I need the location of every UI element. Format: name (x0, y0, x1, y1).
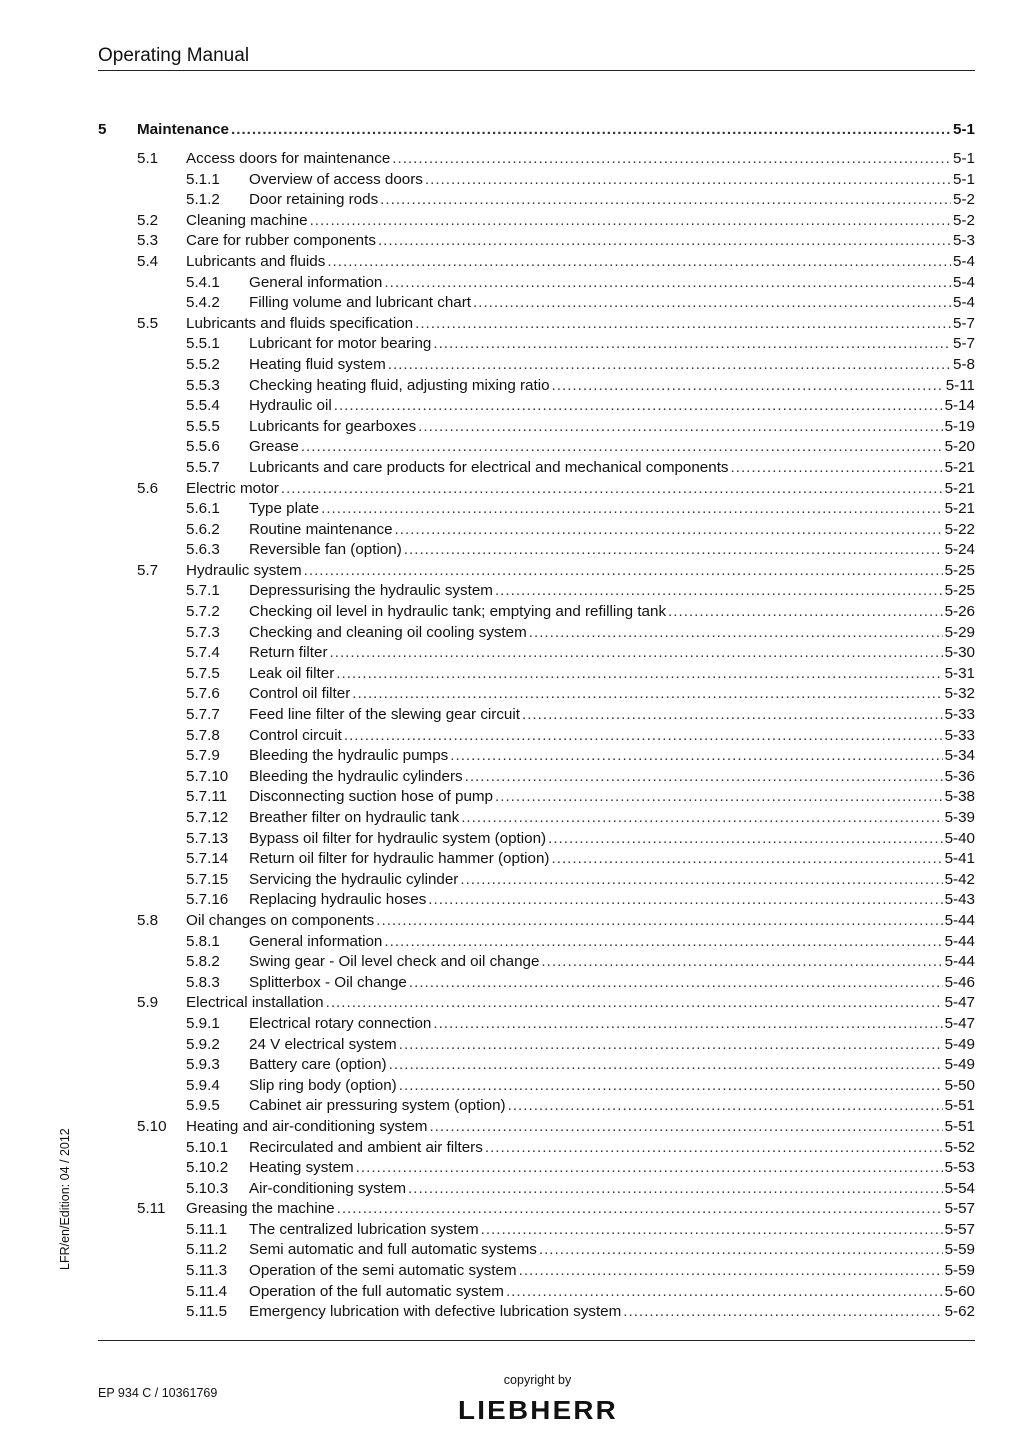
toc-entry[interactable] (98, 932, 975, 953)
toc-entry-title: Lubricant for motor bearing (249, 335, 432, 353)
toc-entry-title: Splitterbox - Oil change (249, 973, 407, 991)
toc-entry-number: 5.7.2 (186, 603, 220, 621)
toc-entry[interactable] (98, 1179, 975, 1200)
dot-leader (399, 1035, 943, 1056)
toc-entry-page: 5-21 (944, 479, 975, 497)
dot-leader (327, 252, 951, 273)
dot-leader (388, 355, 951, 376)
toc-entry-page: 5-49 (944, 1056, 975, 1074)
toc-entry-number: 5.5.5 (186, 417, 220, 435)
toc-entry[interactable] (98, 1158, 975, 1179)
toc-entry[interactable] (98, 458, 975, 479)
dot-leader (384, 932, 942, 953)
toc-entry-number: 5.1.1 (186, 170, 220, 188)
toc-entry-number: 5.4.1 (186, 273, 220, 291)
toc-entry-number: 5.2 (137, 211, 159, 229)
toc-entry-page: 5-22 (944, 520, 975, 538)
toc-entry[interactable] (98, 1220, 975, 1241)
dot-leader (450, 746, 942, 767)
toc-entry-page: 5-25 (944, 582, 975, 600)
toc-entry[interactable] (98, 561, 975, 582)
toc-entry-number: 5.9.3 (186, 1056, 220, 1074)
dot-leader (326, 993, 943, 1014)
toc-entry[interactable] (98, 118, 975, 142)
toc-entry-page: 5-29 (944, 623, 975, 641)
toc-entry-page: 5-59 (944, 1262, 975, 1280)
toc-entry-title: Electrical installation (186, 994, 324, 1012)
toc-entry-title: Replacing hydraulic hoses (249, 891, 427, 909)
toc-entry-number: 5.7 (137, 561, 159, 579)
toc-entry-page: 5-7 (953, 335, 975, 353)
toc-entry-page: 5-2 (953, 211, 975, 229)
dot-leader (310, 211, 951, 232)
dot-leader (433, 334, 951, 355)
toc-entry-page: 5-30 (944, 644, 975, 662)
toc-entry-number: 5.5.2 (186, 355, 220, 373)
toc-entry[interactable] (98, 808, 975, 829)
toc-entry-title: Checking heating fluid, adjusting mixing ratio (249, 376, 550, 394)
toc-entry-page: 5-4 (953, 294, 975, 312)
toc-entry-page: 5-47 (944, 994, 975, 1012)
toc-entry-title: Hydraulic oil (249, 397, 332, 415)
toc-entry-page: 5-34 (944, 747, 975, 765)
toc-entry-number: 5.7.3 (186, 623, 220, 641)
toc-entry[interactable] (98, 623, 975, 644)
toc-entry-title: Operation of the full automatic system (249, 1282, 504, 1300)
toc-entry-number: 5.3 (137, 232, 159, 250)
toc-entry-number: 5.5.4 (186, 397, 220, 415)
toc-entry-number: 5.11.1 (186, 1220, 228, 1238)
toc-entry-number: 5.8.3 (186, 973, 220, 991)
toc-entry-page: 5-52 (944, 1138, 975, 1156)
toc-entry-page: 5-43 (944, 891, 975, 909)
toc-entry-page: 5-31 (944, 664, 975, 682)
toc-entry-title: General information (249, 273, 383, 291)
toc-entry-title: 24 V electrical system (249, 1035, 397, 1053)
toc-entry-number: 5.7.14 (186, 850, 229, 868)
toc-entry-title: Electrical rotary connection (249, 1014, 432, 1032)
page-title: Operating Manual (98, 45, 250, 66)
toc-entry-title: Feed line filter of the slewing gear circuit (249, 706, 520, 724)
toc-entry-title: Checking and cleaning oil cooling system (249, 623, 527, 641)
toc-entry-page: 5-3 (953, 232, 975, 250)
dot-leader (380, 190, 951, 211)
toc-entry-number: 5.6.2 (186, 520, 220, 538)
toc-entry-page: 5-4 (953, 273, 975, 291)
toc-entry[interactable] (98, 1261, 975, 1282)
toc-entry-number: 5.5.6 (186, 438, 220, 456)
dot-leader (433, 1014, 942, 1035)
toc-entry-number: 5.8.1 (186, 932, 220, 950)
dot-leader (473, 293, 951, 314)
dot-leader (395, 520, 943, 541)
toc-entry[interactable] (98, 149, 975, 170)
toc-entry-number: 5 (98, 121, 107, 138)
toc-entry-page: 5-47 (944, 1014, 975, 1032)
toc-entry-number: 5.7.9 (186, 747, 220, 765)
toc-entry-page: 5-44 (944, 932, 975, 950)
toc-entry-title: Control circuit (249, 726, 342, 744)
toc-entry[interactable] (98, 1096, 975, 1117)
dot-leader (352, 684, 942, 705)
dot-leader (336, 664, 942, 685)
toc-entry-page: 5-25 (944, 561, 975, 579)
toc-entry-title: The centralized lubrication system (249, 1220, 479, 1238)
toc-entry-page: 5-1 (953, 150, 975, 167)
toc-entry-page: 5-1 (953, 121, 975, 138)
toc-entry-title: Door retaining rods (249, 191, 379, 209)
toc-entry-number: 5.1.2 (186, 191, 220, 209)
toc-entry-number: 5.9.5 (186, 1097, 220, 1115)
toc-entry-title: Routine maintenance (249, 520, 393, 538)
toc-entry-page: 5-41 (944, 850, 975, 868)
toc-entry[interactable] (98, 767, 975, 788)
toc-entry-number: 5.8.2 (186, 953, 220, 971)
toc-entry-title: Cabinet air pressuring system (option) (249, 1097, 506, 1115)
toc-entry-page: 5-24 (944, 541, 975, 559)
dot-leader (519, 1261, 943, 1282)
toc-entry-title: Bleeding the hydraulic pumps (249, 747, 449, 765)
dot-leader (506, 1282, 943, 1303)
toc-entry-number: 5.5.1 (186, 335, 220, 353)
dot-leader (623, 1302, 942, 1323)
toc-entry[interactable] (98, 376, 975, 397)
toc-entry[interactable] (98, 190, 975, 211)
toc-entry[interactable] (98, 1035, 975, 1056)
toc-entry[interactable] (98, 1055, 975, 1076)
toc-entry-title: Heating system (249, 1159, 354, 1177)
toc-entry-page: 5-51 (944, 1097, 975, 1115)
toc-entry[interactable] (98, 231, 975, 252)
toc-entry[interactable] (98, 334, 975, 355)
toc-entry-title: Reversible fan (option) (249, 541, 402, 559)
toc-entry-number: 5.7.15 (186, 870, 229, 888)
toc-entry-title: Hydraulic system (186, 561, 302, 579)
dot-leader (389, 1055, 943, 1076)
toc-entry-page: 5-33 (944, 726, 975, 744)
dot-leader (304, 561, 943, 582)
toc-entry-title: Lubricants for gearboxes (249, 417, 417, 435)
dot-leader (548, 829, 942, 850)
toc-entry[interactable] (98, 746, 975, 767)
toc-entry-title: Return oil filter for hydraulic hammer (option) (249, 850, 550, 868)
dot-leader (418, 417, 942, 438)
toc-entry-page: 5-62 (944, 1303, 975, 1321)
toc-entry[interactable] (98, 1240, 975, 1261)
toc-entry-title: Bypass oil filter for hydraulic system (option) (249, 829, 547, 847)
dot-leader (508, 1096, 943, 1117)
toc-entry-title: Lubricants and fluids specification (186, 314, 414, 332)
toc-entry[interactable] (98, 520, 975, 541)
toc-entry-title: Disconnecting suction hose of pump (249, 788, 493, 806)
dot-leader (378, 231, 951, 252)
toc-entry-number: 5.11 (137, 1200, 166, 1218)
toc-entry[interactable] (98, 664, 975, 685)
toc-entry-title: Overview of access doors (249, 170, 423, 188)
toc-entry-number: 5.5.7 (186, 458, 220, 476)
toc-entry-number: 5.1 (137, 150, 159, 167)
toc-entry[interactable] (98, 973, 975, 994)
toc-entry-number: 5.7.6 (186, 685, 220, 703)
toc-entry-page: 5-36 (944, 767, 975, 785)
page-header (98, 44, 975, 71)
toc-entry-title: Type plate (249, 500, 320, 518)
toc-entry-number: 5.11.5 (186, 1303, 228, 1321)
toc-entry-page: 5-11 (945, 376, 975, 394)
toc-entry-page: 5-38 (944, 788, 975, 806)
toc-entry[interactable] (98, 684, 975, 705)
dot-leader (321, 499, 943, 520)
dot-leader (460, 870, 942, 891)
dot-leader (552, 849, 943, 870)
toc-entry-number: 5.7.13 (186, 829, 229, 847)
toc-entry-number: 5.9 (137, 994, 159, 1012)
svg-text:LIEBHERR: LIEBHERR (458, 1396, 618, 1422)
toc-entry-number: 5.10 (137, 1117, 167, 1135)
table-of-contents (98, 118, 975, 1323)
toc-entry-page: 5-51 (944, 1117, 975, 1135)
toc-entry-title: Heating and air-conditioning system (186, 1117, 428, 1135)
dot-leader (481, 1220, 943, 1241)
toc-entry-number: 5.6.3 (186, 541, 220, 559)
dot-leader (461, 808, 942, 829)
toc-entry[interactable] (98, 355, 975, 376)
toc-entry-title: Checking oil level in hydraulic tank; emptying and refilling tank (249, 603, 667, 621)
toc-entry-title: Bleeding the hydraulic cylinders (249, 767, 463, 785)
dot-leader (344, 726, 943, 747)
toc-entry-number: 5.10.1 (186, 1138, 229, 1156)
dot-leader (392, 149, 951, 170)
toc-entry[interactable] (98, 273, 975, 294)
toc-entry[interactable] (98, 890, 975, 911)
toc-entry-number: 5.7.10 (186, 767, 229, 785)
toc-entry[interactable] (98, 252, 975, 273)
dot-leader (409, 973, 943, 994)
toc-entry-number: 5.10.3 (186, 1179, 229, 1197)
toc-entry-page: 5-40 (944, 829, 975, 847)
toc-entry-page: 5-4 (953, 252, 975, 270)
toc-entry[interactable] (98, 643, 975, 664)
toc-entry-number: 5.7.1 (186, 582, 220, 600)
toc-entry-page: 5-21 (944, 500, 975, 518)
toc-entry-number: 5.7.7 (186, 706, 220, 724)
toc-entry[interactable] (98, 437, 975, 458)
toc-entry[interactable] (98, 581, 975, 602)
toc-entry[interactable] (98, 417, 975, 438)
toc-entry-page: 5-60 (944, 1282, 975, 1300)
toc-entry-page: 5-59 (944, 1241, 975, 1259)
toc-entry-title: Semi automatic and full automatic systems (249, 1241, 537, 1259)
toc-entry-number: 5.11.4 (186, 1282, 228, 1300)
toc-entry-page: 5-54 (944, 1179, 975, 1197)
dot-leader (428, 890, 942, 911)
toc-entry-title: Leak oil filter (249, 664, 335, 682)
toc-entry-page: 5-32 (944, 685, 975, 703)
toc-entry-title: Operation of the semi automatic system (249, 1262, 517, 1280)
toc-entry-number: 5.7.5 (186, 664, 220, 682)
toc-entry-page: 5-1 (953, 170, 975, 188)
toc-entry-title: Emergency lubrication with defective lubrication system (249, 1303, 622, 1321)
liebherr-logo (456, 1396, 620, 1422)
toc-entry-title: Breather filter on hydraulic tank (249, 809, 460, 826)
toc-entry[interactable] (98, 726, 975, 747)
toc-entry-number: 5.7.8 (186, 726, 220, 744)
toc-entry-page: 5-2 (953, 191, 975, 209)
toc-entry-number: 5.6 (137, 479, 159, 497)
toc-entry-page: 5-20 (944, 438, 975, 456)
copyright-text: copyright by (503, 1373, 572, 1387)
toc-entry-page: 5-26 (944, 603, 975, 621)
toc-entry[interactable] (98, 993, 975, 1014)
dot-leader (495, 581, 943, 602)
dot-leader (429, 1117, 942, 1138)
dot-leader (415, 314, 951, 335)
toc-entry-title: Recirculated and ambient air filters (249, 1138, 483, 1156)
toc-entry-page: 5-46 (944, 973, 975, 991)
toc-entry[interactable] (98, 705, 975, 726)
toc-entry-title: Battery care (option) (249, 1056, 387, 1074)
toc-entry-page: 5-39 (944, 809, 975, 826)
toc-entry[interactable] (98, 479, 975, 500)
toc-entry-title: Servicing the hydraulic cylinder (249, 870, 459, 888)
dot-leader (337, 1199, 943, 1220)
toc-entry-title: Electric motor (186, 479, 279, 497)
toc-entry-title: Cleaning machine (186, 211, 308, 229)
dot-leader (425, 170, 951, 191)
toc-entry[interactable] (98, 170, 975, 191)
toc-entry-title: Maintenance (137, 121, 229, 138)
toc-entry-page: 5-14 (944, 397, 975, 415)
toc-entry-title: Oil changes on components (186, 911, 375, 929)
toc-entry[interactable] (98, 396, 975, 417)
toc-entry-number: 5.10.2 (186, 1159, 229, 1177)
edition-note: LFR/en/Edition: 04 / 2012 (58, 1128, 72, 1270)
toc-entry-page: 5-57 (944, 1220, 975, 1238)
toc-entry[interactable] (98, 1282, 975, 1303)
dot-leader (539, 1240, 943, 1261)
toc-entry-number: 5.9.2 (186, 1035, 220, 1053)
dot-leader (231, 118, 951, 142)
toc-entry-title: Filling volume and lubricant chart (249, 294, 472, 312)
toc-entry-page: 5-44 (944, 953, 975, 971)
toc-entry[interactable] (98, 293, 975, 314)
toc-entry[interactable] (98, 1199, 975, 1220)
dot-leader (376, 911, 942, 932)
toc-entry-title: Lubricants and care products for electrical and mechanical components (249, 458, 729, 476)
toc-entry-title: Swing gear - Oil level check and oil change (249, 953, 540, 971)
toc-entry-title: Return filter (249, 644, 328, 662)
dot-leader (301, 437, 943, 458)
dot-leader (384, 273, 951, 294)
dot-leader (408, 1179, 943, 1200)
toc-entry-number: 5.11.2 (186, 1241, 228, 1259)
toc-entry-page: 5-44 (944, 911, 975, 929)
toc-entry[interactable] (98, 1117, 975, 1138)
dot-leader (399, 1076, 943, 1097)
dot-leader (465, 767, 943, 788)
toc-entry-page: 5-7 (953, 314, 975, 332)
dot-leader (529, 623, 943, 644)
toc-entry-number: 5.8 (137, 911, 159, 929)
dot-leader (334, 396, 943, 417)
toc-entry-number: 5.5 (137, 314, 159, 332)
toc-entry-page: 5-19 (944, 417, 975, 435)
toc-entry-title: Grease (249, 438, 299, 456)
dot-leader (541, 952, 942, 973)
toc-entry-title: Heating fluid system (249, 355, 386, 373)
dot-leader (485, 1138, 943, 1159)
dot-leader (668, 602, 943, 623)
toc-entry-title: Lubricants and fluids (186, 252, 326, 270)
dot-leader (522, 705, 943, 726)
document-id: EP 934 C / 10361769 (98, 1386, 218, 1400)
toc-entry-title: General information (249, 932, 383, 950)
toc-entry[interactable] (98, 499, 975, 520)
toc-entry-title: Slip ring body (option) (249, 1076, 397, 1094)
toc-entry-title: Air-conditioning system (249, 1179, 406, 1197)
dot-leader (552, 376, 944, 397)
toc-entry-page: 5-42 (944, 870, 975, 888)
toc-entry-page: 5-50 (944, 1076, 975, 1094)
toc-entry-number: 5.7.12 (186, 809, 229, 826)
toc-entry[interactable] (98, 602, 975, 623)
toc-entry-number: 5.4.2 (186, 294, 220, 312)
toc-entry[interactable] (98, 870, 975, 891)
toc-entry[interactable] (98, 1138, 975, 1159)
toc-entry-page: 5-57 (944, 1200, 975, 1218)
toc-entry-number: 5.5.3 (186, 376, 220, 394)
dot-leader (356, 1158, 943, 1179)
toc-entry-page: 5-8 (953, 355, 975, 373)
dot-leader (281, 479, 943, 500)
toc-entry-page: 5-53 (944, 1159, 975, 1177)
toc-entry[interactable] (98, 952, 975, 973)
dot-leader (404, 540, 943, 561)
toc-entry[interactable] (98, 314, 975, 335)
toc-entry-number: 5.7.4 (186, 644, 220, 662)
footer-divider (98, 1340, 975, 1341)
toc-entry-title: Depressurising the hydraulic system (249, 582, 493, 600)
toc-entry-number: 5.11.3 (186, 1262, 228, 1280)
toc-entry-number: 5.6.1 (186, 500, 220, 518)
toc-entry-number: 5.7.16 (186, 891, 229, 909)
toc-entry[interactable] (98, 849, 975, 870)
toc-entry-page: 5-21 (944, 458, 975, 476)
toc-entry-title: Control oil filter (249, 685, 351, 703)
toc-entry-number: 5.9.4 (186, 1076, 220, 1094)
toc-entry[interactable] (98, 1302, 975, 1323)
toc-entry-page: 5-49 (944, 1035, 975, 1053)
toc-entry-title: Access doors for maintenance (186, 150, 391, 167)
toc-entry[interactable] (98, 829, 975, 850)
dot-leader (495, 787, 943, 808)
toc-entry[interactable] (98, 1076, 975, 1097)
toc-entry[interactable] (98, 911, 975, 932)
toc-entry-title: Care for rubber components (186, 232, 376, 250)
dot-leader (330, 643, 943, 664)
toc-entry[interactable] (98, 211, 975, 232)
toc-entry-title: Greasing the machine (186, 1200, 335, 1218)
toc-entry-number: 5.9.1 (186, 1014, 220, 1032)
toc-entry-page: 5-33 (944, 706, 975, 724)
toc-entry-number: 5.7.11 (186, 788, 228, 806)
toc-entry[interactable] (98, 1014, 975, 1035)
toc-entry[interactable] (98, 540, 975, 561)
dot-leader (731, 458, 943, 479)
toc-entry[interactable] (98, 787, 975, 808)
toc-entry-number: 5.4 (137, 252, 159, 270)
